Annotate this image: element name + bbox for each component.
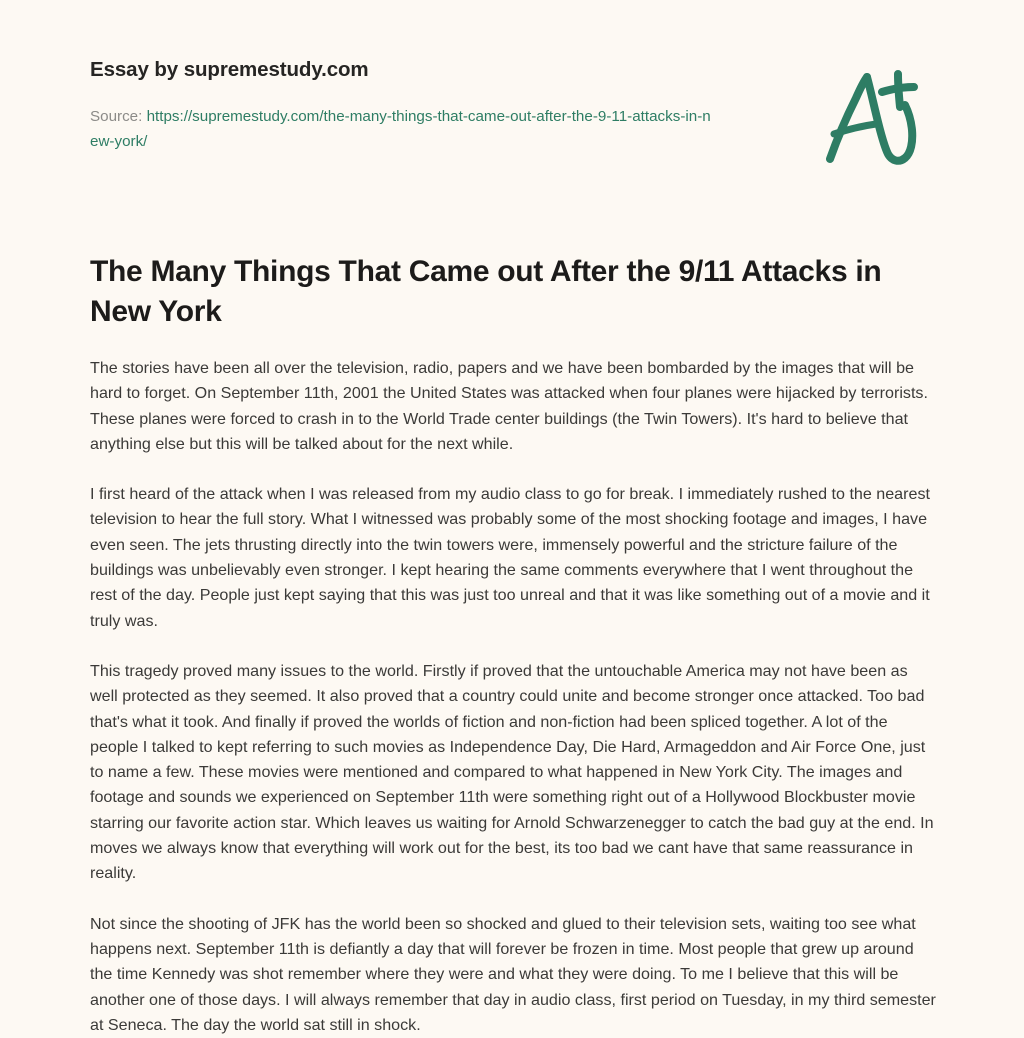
- paragraph: This tragedy proved many issues to the world. Firstly if proved that the untouchable America may not have been as well protected as they seemed. It also proved that a country could unite and become stronger once attacked. Too bad that's what it took. And finally if proved the worlds of fiction and non-fiction had been spliced together. A lot of the people I talked to kept referring to such movies as Independence Day, Die Hard, Armageddon and Air Force One, just to name a few. These movies were mentioned and compared to what happened in New York City. The images and footage and sounds we experienced on September 11th were something right out of a Hollywood Blockbuster movie starring our favorite action star. Which leaves us waiting for Arnold Schwarzenegger to catch the bad guy at the end. In moves we always know that everything will work out for the best, its too bad we cant have that same reassurance in reality.: [90, 661, 934, 883]
- essay-byline: Essay by supremestudy.com: [90, 58, 369, 81]
- a-plus-logo: [812, 62, 937, 172]
- a-plus-logo-icon: [812, 62, 937, 172]
- essay-body: [90, 356, 938, 1038]
- document-content: [90, 252, 938, 1038]
- paragraph: The stories have been all over the television, radio, papers and we have been bombarded by the images that will be hard to forget. On September 11th, 2001 the United States was attacked when four planes were hijacked by terrorists. These planes were forced to crash in to the World Trade center buildings (the Twin Towers). It's hard to believe that anything else but this will be talked about for the next while.: [90, 359, 928, 453]
- paragraph: Not since the shooting of JFK has the world been so shocked and glued to their television sets, waiting too see what happens next. September 11th is defiantly a day that will forever be frozen in time. Most people that grew up around the time Kennedy was shot remember where they were and what they were doing. To me I believe that this will be another one of those days. I will always remember that day in audio class, first period on Tuesday, in my third semester at Seneca. The day the world sat still in shock.: [90, 914, 936, 1034]
- page-title: The Many Things That Came out After the 9/11 Attacks in New York: [90, 255, 882, 328]
- source-line: [90, 104, 715, 154]
- source-url-link[interactable]: https://supremestudy.com/the-many-things-that-came-out-after-the-9-11-attacks-in-new-york/: [90, 107, 711, 150]
- paragraph: I first heard of the attack when I was released from my audio class to go for break. I immediately rushed to the nearest television to hear the full story. What I witnessed was probably some of the most shocking footage and images, I have even seen. The jets thrusting directly into the twin towers were, immensely powerful and the stricture failure of the buildings was unbelievably even stronger. I kept hearing the same comments everywhere that I went throughout the rest of the day. People just kept saying that this was just too unreal and that it was like something out of a movie and it truly was.: [90, 485, 930, 630]
- document-header: [90, 58, 790, 154]
- source-label: Source:: [90, 107, 143, 125]
